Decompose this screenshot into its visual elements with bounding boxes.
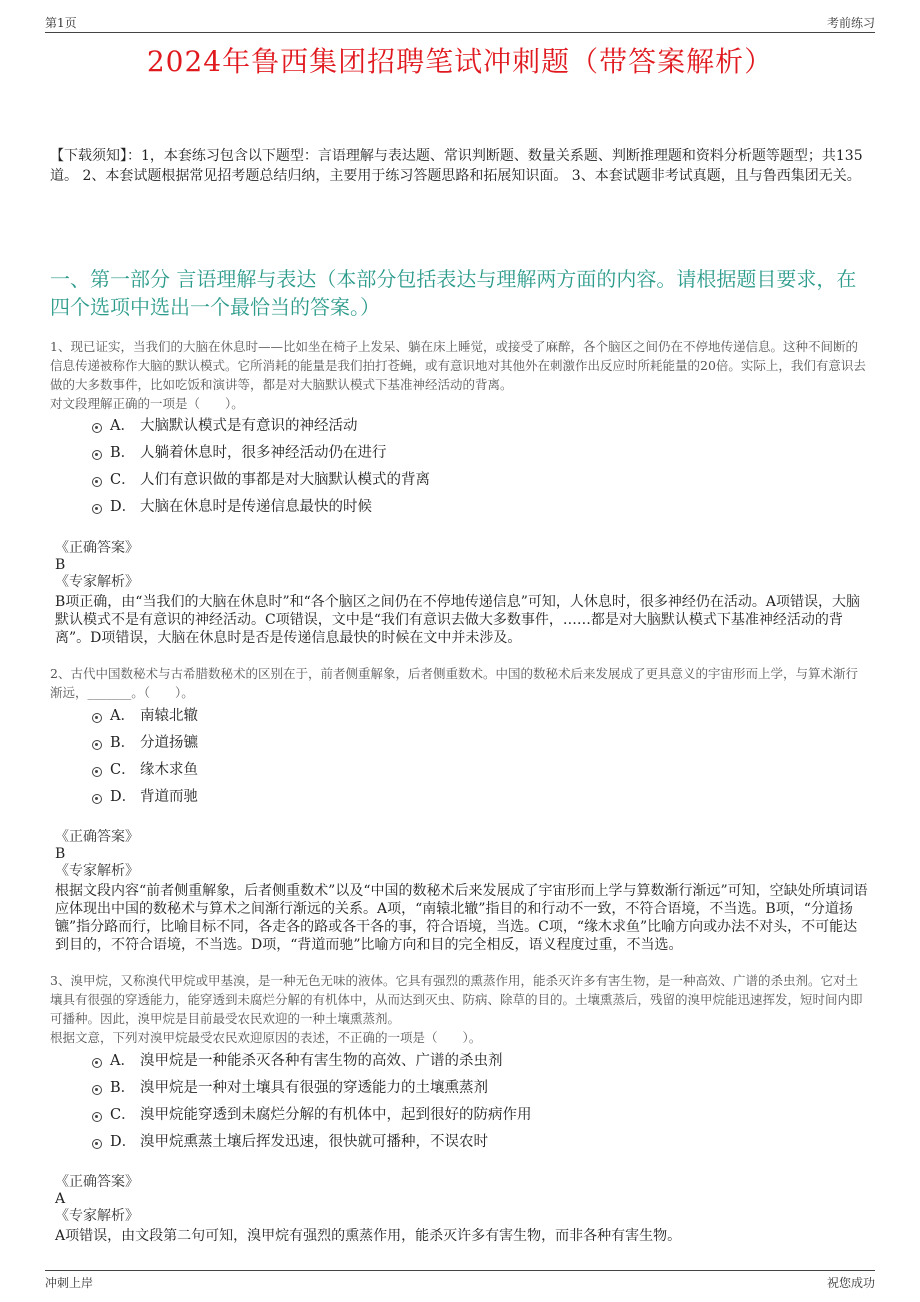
option-d[interactable]: D． 大脑在休息时是传递信息最快的时候 [92,492,792,519]
expert-analysis: A项错误，由文段第二句可知，溴甲烷有强烈的熏蒸作用，能杀灭许多有害生物，而非各种有害生物。 [55,1228,682,1244]
page-footer [45,1270,875,1295]
analysis-label: 《专家解析》 [55,863,139,879]
answer-label: 《正确答案》 [55,540,139,556]
correct-answer: A [55,1191,66,1207]
answer-label: 《正确答案》 [55,829,139,845]
radio-icon[interactable] [92,477,102,487]
option-a[interactable]: A． 溴甲烷是一种能杀灭各种有害生物的高效、广谱的杀虫剂 [92,1046,792,1073]
option-c[interactable]: C． 缘木求鱼 [92,755,792,782]
radio-icon[interactable] [92,504,102,514]
radio-icon[interactable] [92,450,102,460]
expert-analysis: B项正确，由“当我们的大脑在休息时”和“各个脑区之间仍在不停地传递信息”可知，人休息时，很多神经仍在活动。A项错误，大脑默认模式不是有意识的神经活动。C项错误，文中是“我们有意识去做大多数事件，……都是对大脑默认模式下基准神经活动的背离”。D项错误，大脑在休息时是否是传递信息最快的时候在文中并未涉及。 [55,594,861,646]
option-c[interactable]: C． 溴甲烷能穿透到未腐烂分解的有机体中，起到很好的防病作用 [92,1100,792,1127]
question-2-stem [50,664,870,702]
option-b[interactable]: B． 分道扬镳 [92,728,792,755]
radio-icon[interactable] [92,713,102,723]
question-3-ask: 根据文意，下列对溴甲烷最受农民欢迎原因的表述，不正确的一项是（ ）。 [50,1030,482,1045]
footer-right: 祝您成功 [826,1276,875,1290]
section-heading: 一、第一部分 言语理解与表达（本部分包括表达与理解两方面的内容。请根据题目要求，在四个选项中选出一个最恰当的答案。） [50,267,857,319]
question-2-answer-block [55,829,870,954]
question-1-text: 1、现已证实，当我们的大脑在休息时——比如坐在椅子上发呆、躺在床上睡觉，或接受了麻醉，各个脑区之间仍在不停地传递信息。这种不间断的信息传递被称作大脑的默认模式。它所消耗的能量是我们拍打苍蝇，或有意识地对其他外在刺激作出反应时所耗能量的20倍。实际上，我们有意识去做的大多数事件，比如吃饭和演讲等，都是对大脑默认模式下基准神经活动的背离。 [50,339,866,392]
header-tag: 考前练习 [826,16,875,30]
radio-icon[interactable] [92,740,102,750]
option-b[interactable]: B． 溴甲烷是一种对土壤具有很强的穿透能力的土壤熏蒸剂 [92,1073,792,1100]
question-2-text: 2、古代中国数秘术与古希腊数秘术的区别在于，前者侧重解象，后者侧重数术。中国的数秘术后来发展成了更具意义的宇宙形而上学，与算术渐行渐远，_______。（ ）。 [50,666,858,700]
option-c[interactable]: C． 人们有意识做的事都是对大脑默认模式的背离 [92,465,792,492]
analysis-label: 《专家解析》 [55,1208,139,1224]
page-header [45,12,875,33]
question-3-stem [50,971,870,1047]
page-title: 2024年鲁西集团招聘笔试冲刺题（带答案解析） [146,45,774,78]
radio-icon[interactable] [92,1139,102,1149]
analysis-label: 《专家解析》 [55,574,139,590]
correct-answer: B [55,557,66,573]
download-notice: 【下载须知】：1，本套练习包含以下题型：言语理解与表达题、常识判断题、数量关系题、判断推理题和资料分析题等题型；共135道。 2、本套试题根据常见招考题总结归纳，主要用于练习答题思路和拓展知识面。 3、本套试题非考试真题，且与鲁西集团无关。 [50,148,863,184]
option-a[interactable]: A． 大脑默认模式是有意识的神经活动 [92,411,792,438]
option-d[interactable]: D． 溴甲烷熏蒸土壤后挥发迅速，很快就可播种，不误农时 [92,1127,792,1154]
question-3-options [92,1046,792,1154]
question-1-stem [50,337,870,413]
question-1-options [92,411,792,519]
answer-label: 《正确答案》 [55,1174,139,1190]
radio-icon[interactable] [92,767,102,777]
question-3-text: 3、溴甲烷，又称溴代甲烷或甲基溴，是一种无色无味的液体。它具有强烈的熏蒸作用，能杀灭许多有害生物，是一种高效、广谱的杀虫剂。它对土壤具有很强的穿透能力，能穿透到未腐烂分解的有机体中，从而达到灭虫、防病、除草的目的。土壤熏蒸后，残留的溴甲烷能迅速挥发，短时间内即可播种。因此，溴甲烷是目前最受农民欢迎的一种土壤熏蒸剂。 [50,973,863,1026]
option-d[interactable]: D． 背道而驰 [92,782,792,809]
radio-icon[interactable] [92,794,102,804]
question-3-answer-block [55,1174,870,1245]
footer-left: 冲刺上岸 [45,1276,94,1290]
radio-icon[interactable] [92,1058,102,1068]
expert-analysis: 根据文段内容“前者侧重解象，后者侧重数术”以及“中国的数秘术后来发展成了宇宙形而上学与算数渐行渐远”可知，空缺处所填词语应体现出中国的数秘术与算术之间渐行渐远的关系。A项，“南辕北辙”指目的和行动不一致，不符合语境，不当选。B项，“分道扬镳”指分路而行，比喻目标不同，各走各的路或各干各的事，符合语境，当选。C项，“缘木求鱼”比喻方向或办法不对头，不可能达到目的，不符合语境，不当选。D项，“背道而驰”比喻方向和目的完全相反，语义程度过重，不当选。 [55,883,868,953]
option-a[interactable]: A． 南辕北辙 [92,701,792,728]
radio-icon[interactable] [92,1112,102,1122]
question-1-ask: 对文段理解正确的一项是（ ）。 [50,396,244,411]
page-number: 第1页 [45,16,77,30]
radio-icon[interactable] [92,423,102,433]
radio-icon[interactable] [92,1085,102,1095]
correct-answer: B [55,846,66,862]
option-b[interactable]: B． 人躺着休息时，很多神经活动仍在进行 [92,438,792,465]
question-1-answer-block [55,540,870,647]
question-2-options [92,701,792,809]
